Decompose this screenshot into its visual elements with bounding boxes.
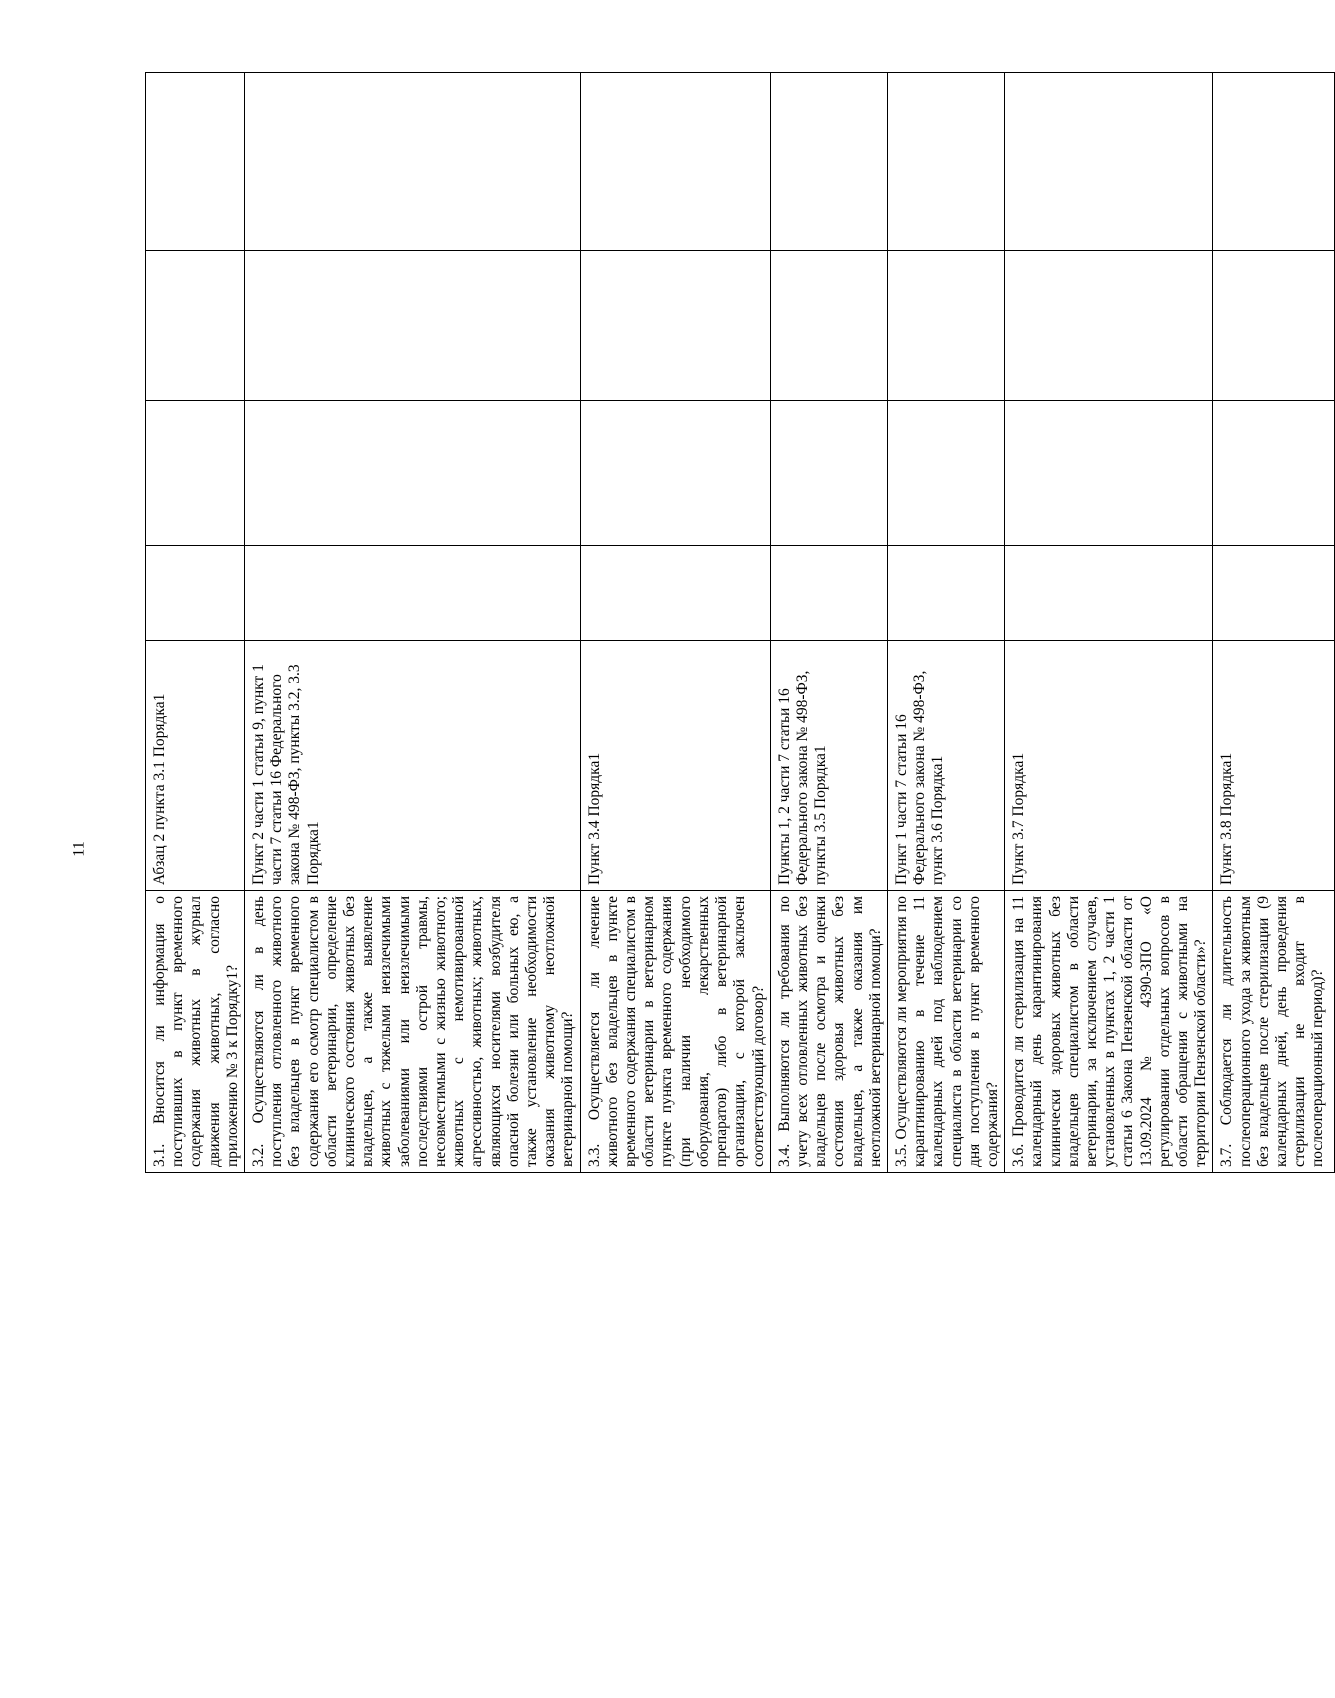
empty-cell — [580, 251, 770, 401]
checklist-table — [145, 72, 1335, 1173]
page-number-text: 11 — [71, 841, 88, 857]
reference-cell: Пункты 1, 2 части 7 статьи 16 Федерального закона № 498-ФЗ, пункты 3.5 Порядка1 — [770, 641, 887, 891]
page-number — [60, 0, 100, 1698]
table-row — [887, 73, 1004, 1173]
empty-cell — [1213, 546, 1335, 641]
table-row — [1005, 73, 1213, 1173]
empty-cell — [1005, 546, 1213, 641]
empty-cell — [770, 401, 887, 546]
empty-cell — [770, 251, 887, 401]
empty-cell — [1213, 73, 1335, 251]
question-cell: 3.7. Соблюдается ли длительность послеоперационного ухода за животным без владельцев после стерилизации (9 календарных дней, день проведения стерилизации не входит в послеоперационный период)? — [1213, 891, 1335, 1173]
reference-cell: Абзац 2 пункта 3.1 Порядка1 — [146, 641, 245, 891]
empty-cell — [245, 73, 581, 251]
empty-cell — [1005, 73, 1213, 251]
table-row — [580, 73, 770, 1173]
empty-cell — [1213, 251, 1335, 401]
table-row — [245, 73, 581, 1173]
empty-cell — [146, 73, 245, 251]
rotated-table-container — [145, 73, 1327, 1173]
empty-cell — [245, 546, 581, 641]
empty-cell — [146, 401, 245, 546]
empty-cell — [245, 401, 581, 546]
reference-cell: Пункт 2 части 1 статьи 9, пункт 1 части 7 статьи 16 Федерального закона № 498-ФЗ, пункты 3.2, 3.3 Порядка1 — [245, 641, 581, 891]
empty-cell — [770, 73, 887, 251]
empty-cell — [580, 401, 770, 546]
table-row — [146, 73, 245, 1173]
empty-cell — [1005, 251, 1213, 401]
reference-cell: Пункт 3.4 Порядка1 — [580, 641, 770, 891]
table-row — [770, 73, 887, 1173]
table-row — [1213, 73, 1335, 1173]
question-cell: 3.5. Осуществляются ли мероприятия по карантинированию в течение 11 календарных дней под наблюдением специалиста в области ветеринарии со дня поступления в пункт временного содержания? — [887, 891, 1004, 1173]
empty-cell — [146, 546, 245, 641]
question-cell: 3.1. Вносится ли информация о поступивших в пункт временного содержания животных в журнал движения животных, согласно приложению № 3 к Порядку1? — [146, 891, 245, 1173]
empty-cell — [245, 251, 581, 401]
reference-cell: Пункт 3.7 Порядка1 — [1005, 641, 1213, 891]
empty-cell — [146, 251, 245, 401]
empty-cell — [580, 73, 770, 251]
reference-cell: Пункт 3.8 Порядка1 — [1213, 641, 1335, 891]
question-cell: 3.2. Осуществляются ли в день поступления отловленного животного без владельцев в пункт временного содержания его осмотр специалистом в области ветеринарии, определение клинического состояния животных без владельцев, а также выявление животных с тяжелыми неизлечимыми заболеваниями или неизлечимыми последствиями острой травмы, несовместимыми с жизнью животного; животных с немотивированной агрессивностью, животных; животных, являющихся носителями возбудителя опасной болезни или больных ею, а также установление необходимости оказания животному неотложной ветеринарной помощи? — [245, 891, 581, 1173]
question-cell: 3.6. Проводится ли стерилизация на 11 календарный день карантинирования клинически здоровых животных без владельцев специалистом в области ветеринарии, за исключением случаев, установленных в пунктах 1, 2 части 1 статьи 6 Закона Пензенской области от 13.09.2024 № 4390-ЗПО «О регулировании отдельных вопросов в области обращения с животными на территории Пензенской области»? — [1005, 891, 1213, 1173]
empty-cell — [580, 546, 770, 641]
empty-cell — [887, 251, 1004, 401]
empty-cell — [887, 73, 1004, 251]
empty-cell — [887, 546, 1004, 641]
question-cell: 3.4. Выполняются ли требования по учету всех отловленных животных без владельцев после осмотра и оценки состояния здоровья животных без владельцев, а также оказания им неотложной ветеринарной помощи? — [770, 891, 887, 1173]
empty-cell — [887, 401, 1004, 546]
empty-cell — [770, 546, 887, 641]
empty-cell — [1213, 401, 1335, 546]
question-cell: 3.3. Осуществляется ли лечение животного без владельцев в пункте временного содержания специалистом в области ветеринарии в ветеринарном пункте пункта временного содержания (при наличии необходимого оборудования, лекарственных препаратов) либо в ветеринарной организации, с которой заключен соответствующий договор? — [580, 891, 770, 1173]
reference-cell: Пункт 1 части 7 статьи 16 Федерального закона № 498-ФЗ, пункт 3.6 Порядка1 — [887, 641, 1004, 891]
empty-cell — [1005, 401, 1213, 546]
